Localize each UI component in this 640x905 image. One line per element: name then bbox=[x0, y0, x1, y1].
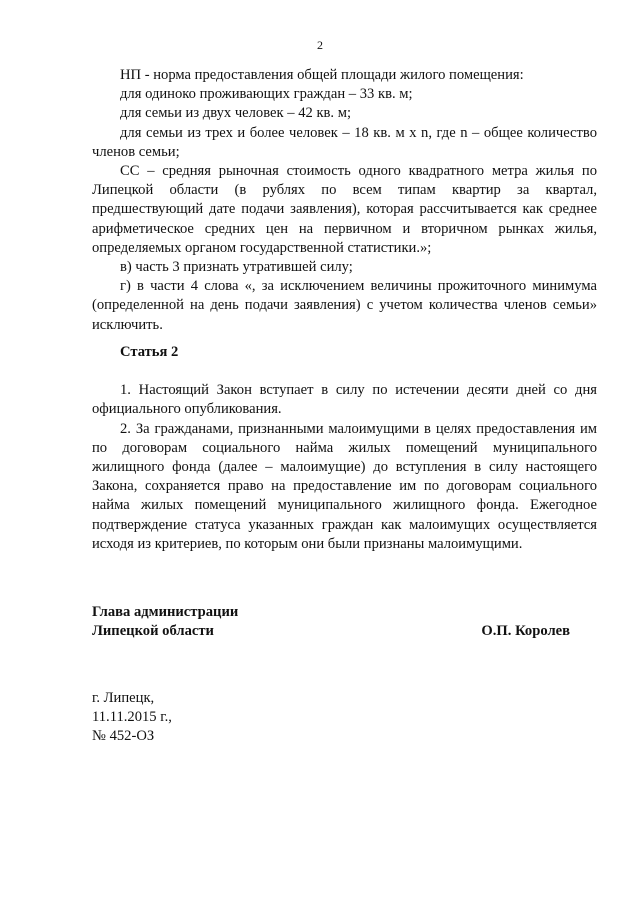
np-single-norm: для одиноко проживающих граждан – 33 кв. м; bbox=[120, 86, 413, 103]
article-heading: Статья 2 bbox=[120, 344, 179, 360]
signatory-title-line-2: Липецкой области bbox=[92, 623, 214, 640]
article-paragraph-1: 1. Настоящий Закон вступает в силу по истечении десяти дней со дня официального опубликования. bbox=[92, 382, 597, 418]
document-footer bbox=[92, 689, 172, 747]
footer-city: г. Липецк, bbox=[92, 690, 155, 706]
footer-law-number: № 452-ОЗ bbox=[92, 728, 155, 745]
np-three-norm: для семьи из трех и более человек – 18 кв. м x n, где n – общее количество членов семьи; bbox=[92, 124, 597, 160]
article-paragraph-2: 2. За гражданами, признанными малоимущими в целях предоставления им по договорам социального найма жилых помещений муниципального жилищного фонда (далее – малоимущие) до вступления в силу настоящего Закона, сохраняется право на предоставление им по договорам социального найма жилых помещений муниципального жилищного фонда. Ежегодное подтверждение статуса указанных граждан как малоимущих осуществляется исходя из критериев, по которым они были признаны малоимущими. bbox=[92, 420, 597, 552]
np-two-norm: для семьи из двух человек – 42 кв. м; bbox=[120, 105, 352, 122]
np-definition: НП - норма предоставления общей площади жилого помещения: bbox=[120, 67, 524, 83]
signatory-name: О.П. Королев bbox=[481, 623, 570, 640]
item-g: г) в части 4 слова «, за исключением величины прожиточного минимума (определенной на день подачи заявления) с учетом количества членов семьи» исключить. bbox=[92, 278, 597, 333]
signature-block bbox=[92, 603, 570, 641]
formula-definitions bbox=[92, 66, 597, 335]
footer-date: 11.11.2015 г., bbox=[92, 709, 172, 726]
page-number: 2 bbox=[317, 38, 323, 52]
signatory-title-line-1: Глава администрации bbox=[92, 604, 239, 620]
ss-definition: СС – средняя рыночная стоимость одного квадратного метра жилья по Липецкой области (в рублях по всем типам квартир за квартал, предшествующий дате подачи заявления), которая рассчитывается как среднее арифметическое средних цен на первичном и вторичном рынках жилья, определяемых органом государственной статистики.»; bbox=[92, 163, 597, 256]
item-v: в) часть 3 признать утратившей силу; bbox=[120, 259, 353, 276]
article-2 bbox=[92, 343, 597, 554]
